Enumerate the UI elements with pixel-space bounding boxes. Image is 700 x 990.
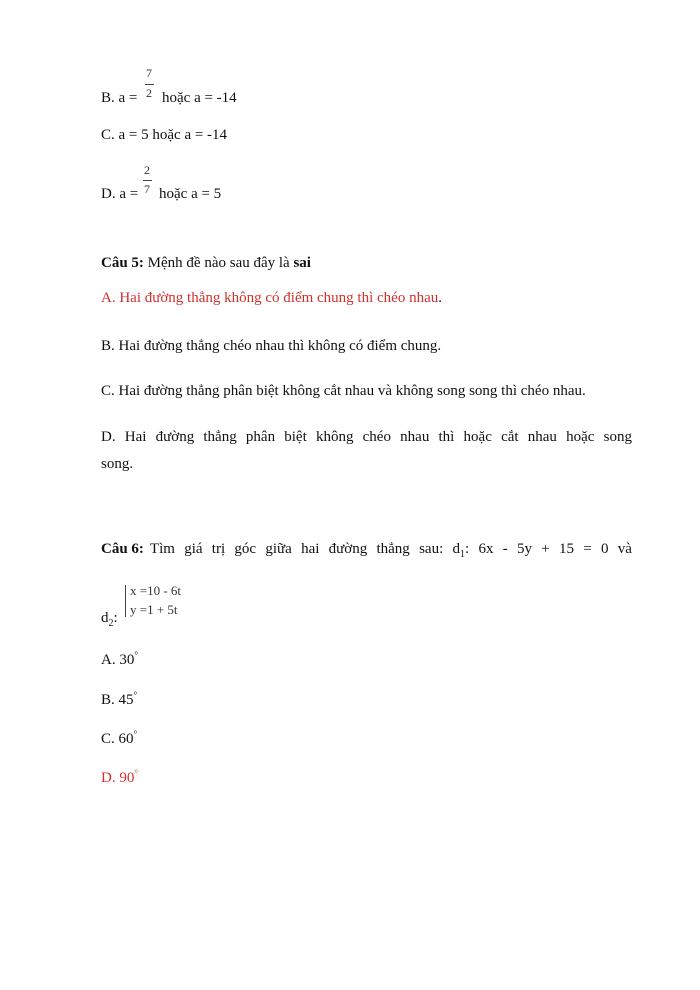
q6-option-c [101, 729, 137, 748]
q5-question-text: Mệnh đề nào sau đây là [147, 255, 290, 271]
word: hai [301, 541, 320, 557]
q4-option-d-suffix: hoặc a = 5 [159, 186, 222, 202]
word: không [315, 429, 354, 445]
word: chéo [362, 429, 391, 445]
q4-option-d [101, 186, 138, 203]
q6-d2-colon: : [113, 610, 118, 626]
q6-option-d-degree: ° [134, 768, 138, 778]
q6-system-line1: x =10 - 6t [130, 583, 182, 598]
q4-option-b [101, 90, 137, 107]
q4-option-d-numerator: 2 [144, 163, 150, 177]
word: sau: [419, 541, 444, 557]
word: Tìm [149, 541, 175, 557]
word: nhau [527, 429, 557, 445]
q6-question-body [150, 541, 632, 560]
q6-option-b [101, 690, 137, 709]
word: cắt [501, 429, 519, 445]
q4-option-d-fraction-bar [143, 180, 152, 181]
word: đường [155, 429, 195, 445]
word: hoặc [566, 429, 595, 445]
q6-label: Câu 6: [101, 541, 144, 557]
word: 0 [600, 541, 609, 557]
q5-option-b: B. Hai đường thẳng chéo nhau thì không có điểm chung. [101, 338, 442, 354]
q5-emphasis: sai [293, 255, 311, 271]
q5-question [101, 255, 311, 272]
word: D. [101, 429, 116, 445]
q5-option-c: C. Hai đường thẳng phân biệt không cắt nhau và không song song thì chéo nhau. [101, 383, 586, 399]
word: hoặc [463, 429, 492, 445]
word: song [603, 429, 632, 445]
q6-d2-label [101, 610, 118, 629]
q6-system-brace [125, 585, 126, 617]
q4-option-d-denominator: 7 [144, 182, 150, 196]
word: trị [211, 541, 226, 557]
word: 5y [516, 541, 532, 557]
word: + [541, 541, 550, 557]
q6-option-c-degree: ° [133, 729, 138, 739]
q5-option-a-period: . [438, 290, 442, 306]
q4-option-b-denominator: 2 [146, 86, 152, 100]
word: 15 [558, 541, 574, 557]
q6-d2-letter: d [101, 610, 109, 626]
word: biệt [284, 429, 307, 445]
q5-option-a-text: A. Hai đường thẳng không có điểm chung thì chéo nhau [101, 290, 439, 306]
q6-d2-subscript: 2 [108, 618, 114, 629]
q6-option-a-degree: ° [134, 650, 138, 660]
q6-option-d-text: D. 90 [101, 770, 135, 786]
word: = [583, 541, 592, 557]
q5-option-d-line1 [101, 429, 632, 446]
word: giữa [265, 541, 292, 557]
q6-option-d [101, 768, 138, 787]
q5-label: Câu 5: [101, 255, 144, 271]
word: và [617, 541, 632, 557]
q6-option-b-text: B. 45 [101, 692, 134, 708]
word: phân [245, 429, 276, 445]
q4-option-c: C. a = 5 hoặc a = -14 [101, 127, 228, 143]
q4-option-b-prefix: B. a = [101, 90, 138, 106]
q4-option-b-fraction-bar [145, 84, 154, 85]
q6-option-c-text: C. 60 [101, 731, 134, 747]
q5-option-a [101, 290, 442, 307]
q5-option-d-line1-words [101, 429, 632, 446]
word: $d_1$: [452, 541, 470, 560]
q5-option-d-line2: song. [101, 456, 134, 472]
word: thì [438, 429, 455, 445]
q6-option-b-degree: ° [133, 690, 138, 700]
word: nhau [400, 429, 430, 445]
word: đường [328, 541, 368, 557]
word: Hai [124, 429, 147, 445]
q4-option-b-numerator: 7 [146, 66, 152, 80]
word: thẳng [203, 429, 237, 445]
q4-option-d-prefix: D. a = [101, 186, 139, 202]
word: góc [234, 541, 257, 557]
q6-system-line2: y =1 + 5t [130, 602, 178, 617]
word: 6x [478, 541, 494, 557]
q6-option-a-text: A. 30 [101, 652, 135, 668]
word: giá [184, 541, 203, 557]
q4-option-b-suffix: hoặc a = -14 [162, 90, 237, 106]
word: thẳng [376, 541, 410, 557]
word: - [502, 541, 508, 557]
q6-question [101, 541, 632, 560]
q6-option-a [101, 650, 138, 669]
q6-question-words [101, 541, 632, 560]
